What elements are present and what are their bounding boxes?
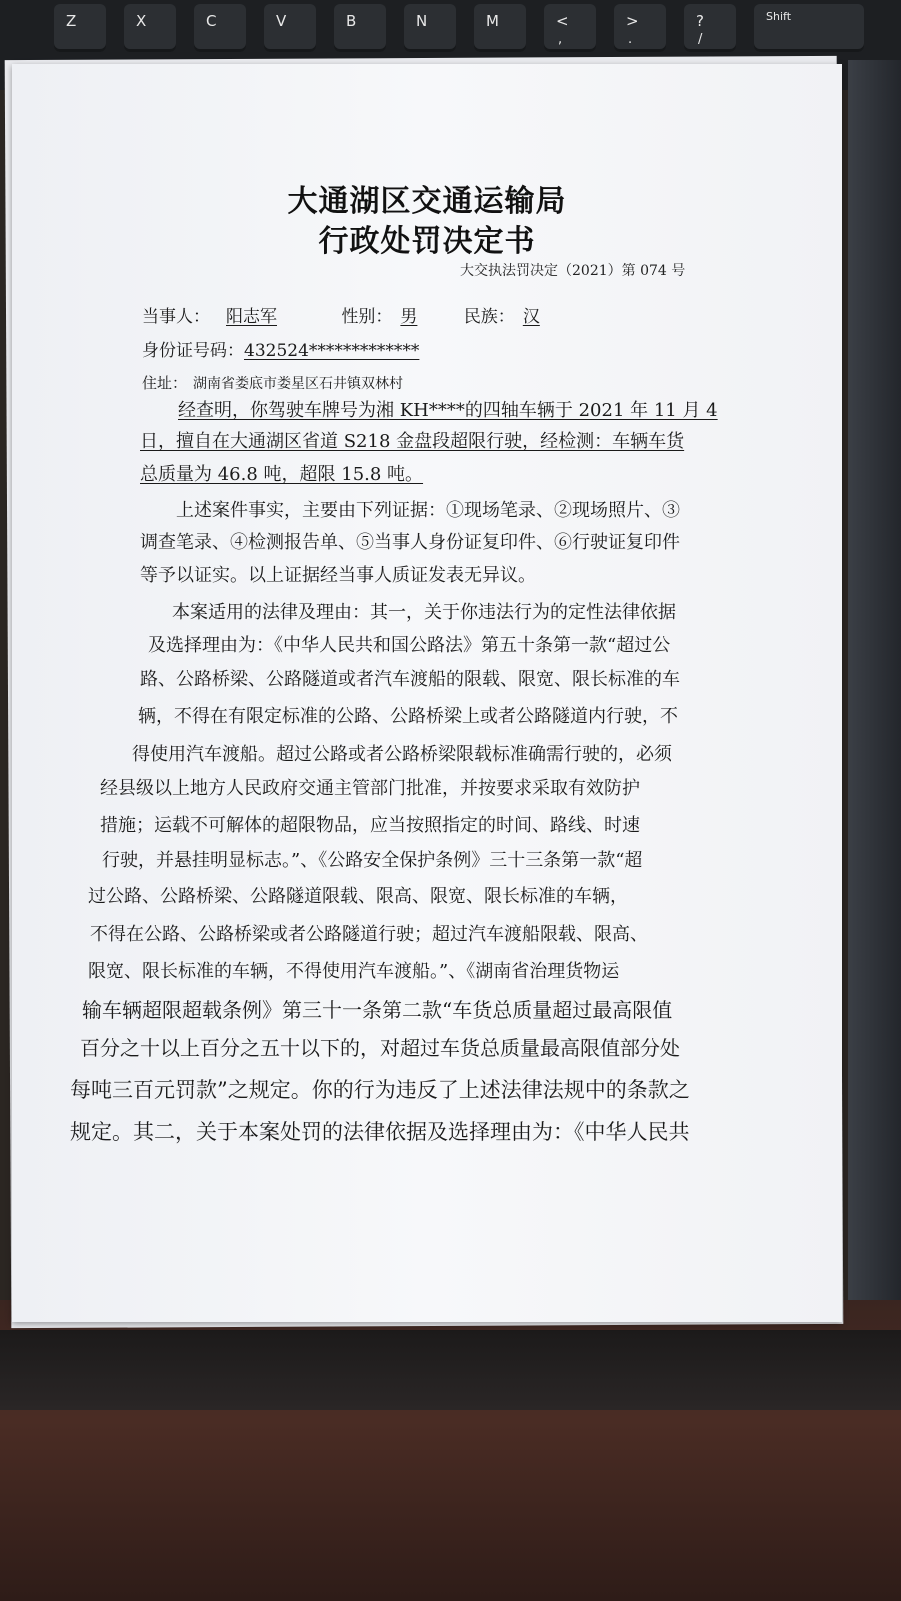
body-line: 总质量为 46.8 吨，超限 15.8 吨。 (140, 464, 424, 485)
body-line: 输车辆超限超载条例》第三十一条第二款“车货总质量超过最高限值 (82, 998, 673, 1022)
body-line: 经查明，你驾驶车牌号为湘 KH****的四轴车辆于 2021 年 11 月 4 (178, 400, 718, 421)
key-comma: < , (544, 4, 596, 52)
document-title-line2: 行政处罚决定书 (318, 224, 536, 259)
address-value: 湖南省娄底市娄星区石井镇双林村 (193, 376, 404, 392)
key-shift: Shift (754, 4, 864, 52)
body-line: 上述案件事实，主要由下列证据：①现场笔录、②现场照片、③ (176, 500, 680, 521)
key-x: X (124, 4, 176, 52)
ethnicity-value: 汉 (522, 307, 540, 327)
body-line: 百分之十以上百分之五十以下的，对超过车货总质量最高限值部分处 (80, 1036, 680, 1060)
body-line: 限宽、限长标准的车辆，不得使用汽车渡船。”、《湖南省治理货物运 (88, 961, 620, 982)
body-line: 过公路、公路桥梁、公路隧道限载、限高、限宽、限长标准的车辆， (88, 886, 628, 907)
ethnicity-label: 民族： (463, 307, 515, 327)
key-m: M (474, 4, 526, 52)
body-line: 行驶，并悬挂明显标志。”、《公路安全保护条例》三十三条第一款“超 (102, 850, 643, 871)
gender-label: 性别： (341, 307, 393, 327)
party-name: 阳志军 (226, 307, 277, 327)
key-v: V (264, 4, 316, 52)
key-b: B (334, 4, 386, 52)
body-line: 得使用汽车渡船。超过公路或者公路桥梁限载标准确需行驶的，必须 (132, 744, 672, 765)
body-line: 经县级以上地方人民政府交通主管部门批准，并按要求采取有效防护 (100, 778, 640, 799)
body-line: 日，擅自在大通湖区省道 S218 金盘段超限行驶，经检测：车辆车货 (140, 431, 685, 452)
body-line: 调查笔录、④检测报告单、⑤当事人身份证复印件、⑥行驶证复印件 (140, 532, 680, 553)
address-row (142, 372, 403, 393)
body-line: 路、公路桥梁、公路隧道或者汽车渡船的限载、限宽、限长标准的车 (140, 669, 680, 690)
id-row (142, 336, 419, 361)
body-line: 及选择理由为：《中华人民共和国公路法》第五十条第一款“超过公 (148, 635, 671, 656)
desk-edge (0, 1330, 901, 1410)
monitor-edge (848, 60, 901, 1320)
address-label: 住址： (142, 374, 188, 392)
penalty-decision-document (12, 64, 842, 1322)
gender-value: 男 (400, 307, 418, 327)
key-z: Z (54, 4, 106, 52)
body-line: 不得在公路、公路桥梁或者公路隧道行驶；超过汽车渡船限载、限高、 (90, 924, 648, 945)
key-n: N (404, 4, 456, 52)
key-slash: ? / (684, 4, 736, 52)
body-line: 本案适用的法律及理由：其一，关于你违法行为的定性法律依据 (172, 602, 676, 623)
body-line: 每吨三百元罚款”之规定。你的行为违反了上述法律法规中的条款之 (70, 1078, 690, 1102)
body-line: 规定。其二，关于本案处罚的法律依据及选择理由为：《中华人民共 (70, 1120, 690, 1144)
key-period: > . (614, 4, 666, 52)
id-number: 432524************* (244, 341, 420, 361)
body-line: 措施；运载不可解体的超限物品，应当按照指定的时间、路线、时速 (100, 815, 640, 836)
body-line: 等予以证实。以上证据经当事人质证发表无异议。 (140, 565, 536, 586)
party-info-row (142, 302, 553, 327)
id-label: 身份证号码： (142, 341, 244, 361)
key-c: C (194, 4, 246, 52)
document-title-line1: 大通湖区交通运输局 (287, 184, 567, 219)
document-number: 大交执法罚决定（2021）第 074 号 (460, 263, 686, 279)
party-label: 当事人： (142, 307, 210, 327)
body-line: 辆，不得在有限定标准的公路、公路桥梁上或者公路隧道内行驶，不 (138, 706, 678, 727)
